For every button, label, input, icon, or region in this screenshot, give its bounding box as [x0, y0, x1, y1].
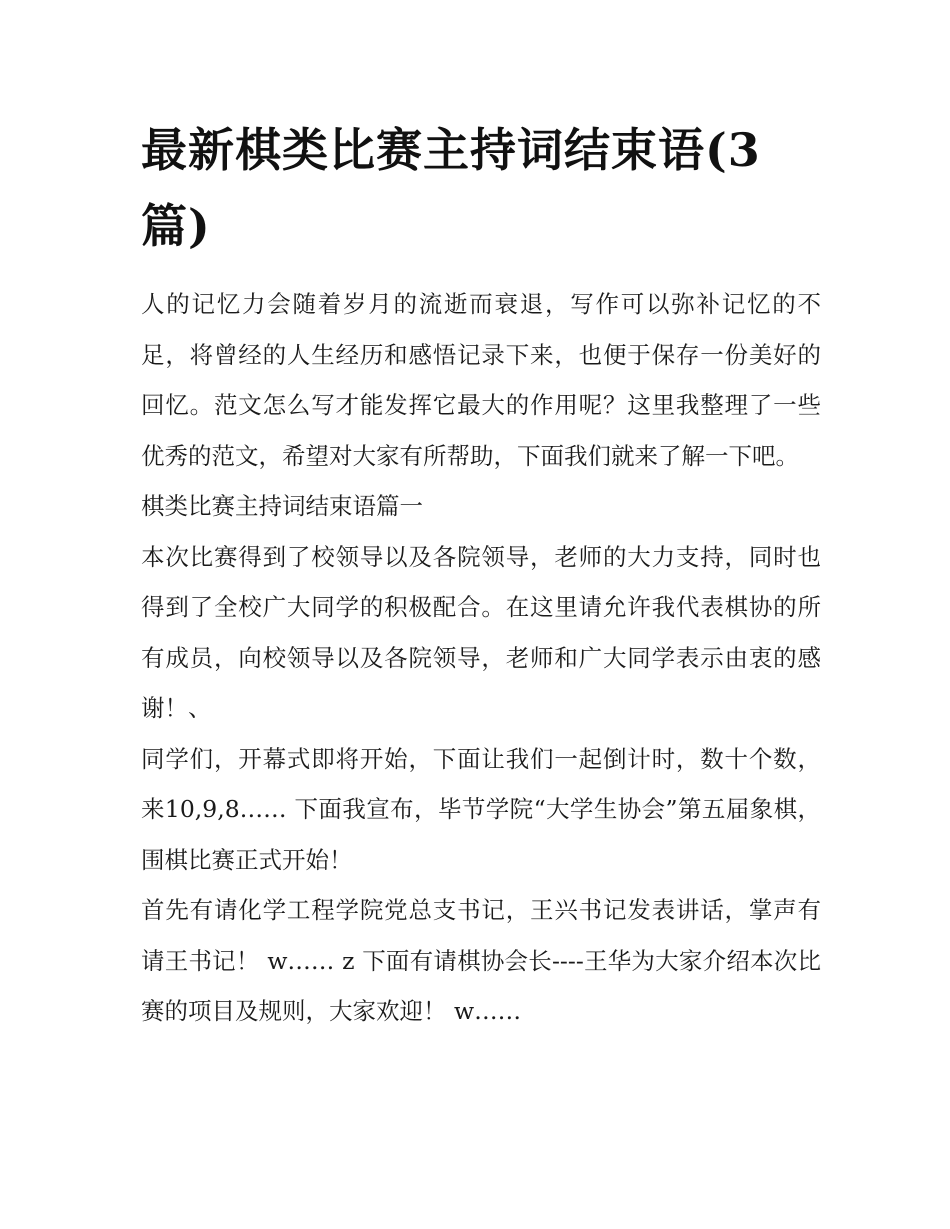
body-paragraph: 同学们，开幕式即将开始，下面让我们一起倒计时，数十个数，来10,9,8…… 下面我宣布，毕节学院“大学生协会”第五届象棋，围棋比赛正式开始！ — [141, 744, 821, 874]
body-paragraph: 首先有请化学工程学院党总支书记，王兴书记发表讲话，掌声有请王书记！ w…… z 下面有请棋协会长----王华为大家介绍本次比赛的项目及规则，大家欢迎！ w…… — [141, 896, 821, 1025]
body-paragraph: 本次比赛得到了校领导以及各院领导，老师的大力支持，同时也得到了全校广大同学的积极配合。在这里请允许我代表棋协的所有成员，向校领导以及各院领导，老师和广大同学表示由衷的感谢！、 — [141, 542, 821, 722]
section-heading: 棋类比赛主持词结束语篇一 — [141, 492, 423, 520]
document-title: 最新棋类比赛主持词结束语(3篇) — [141, 123, 761, 253]
intro-paragraph: 人的记忆力会随着岁月的流逝而衰退，写作可以弥补记忆的不足，将曾经的人生经历和感悟记录下来，也便于保存一份美好的回忆。范文怎么写才能发挥它最大的作用呢？这里我整理了一些优秀的范文，希望对大家有所帮助，下面我们就来了解一下吧。 — [141, 290, 821, 470]
document-body — [141, 279, 821, 1037]
